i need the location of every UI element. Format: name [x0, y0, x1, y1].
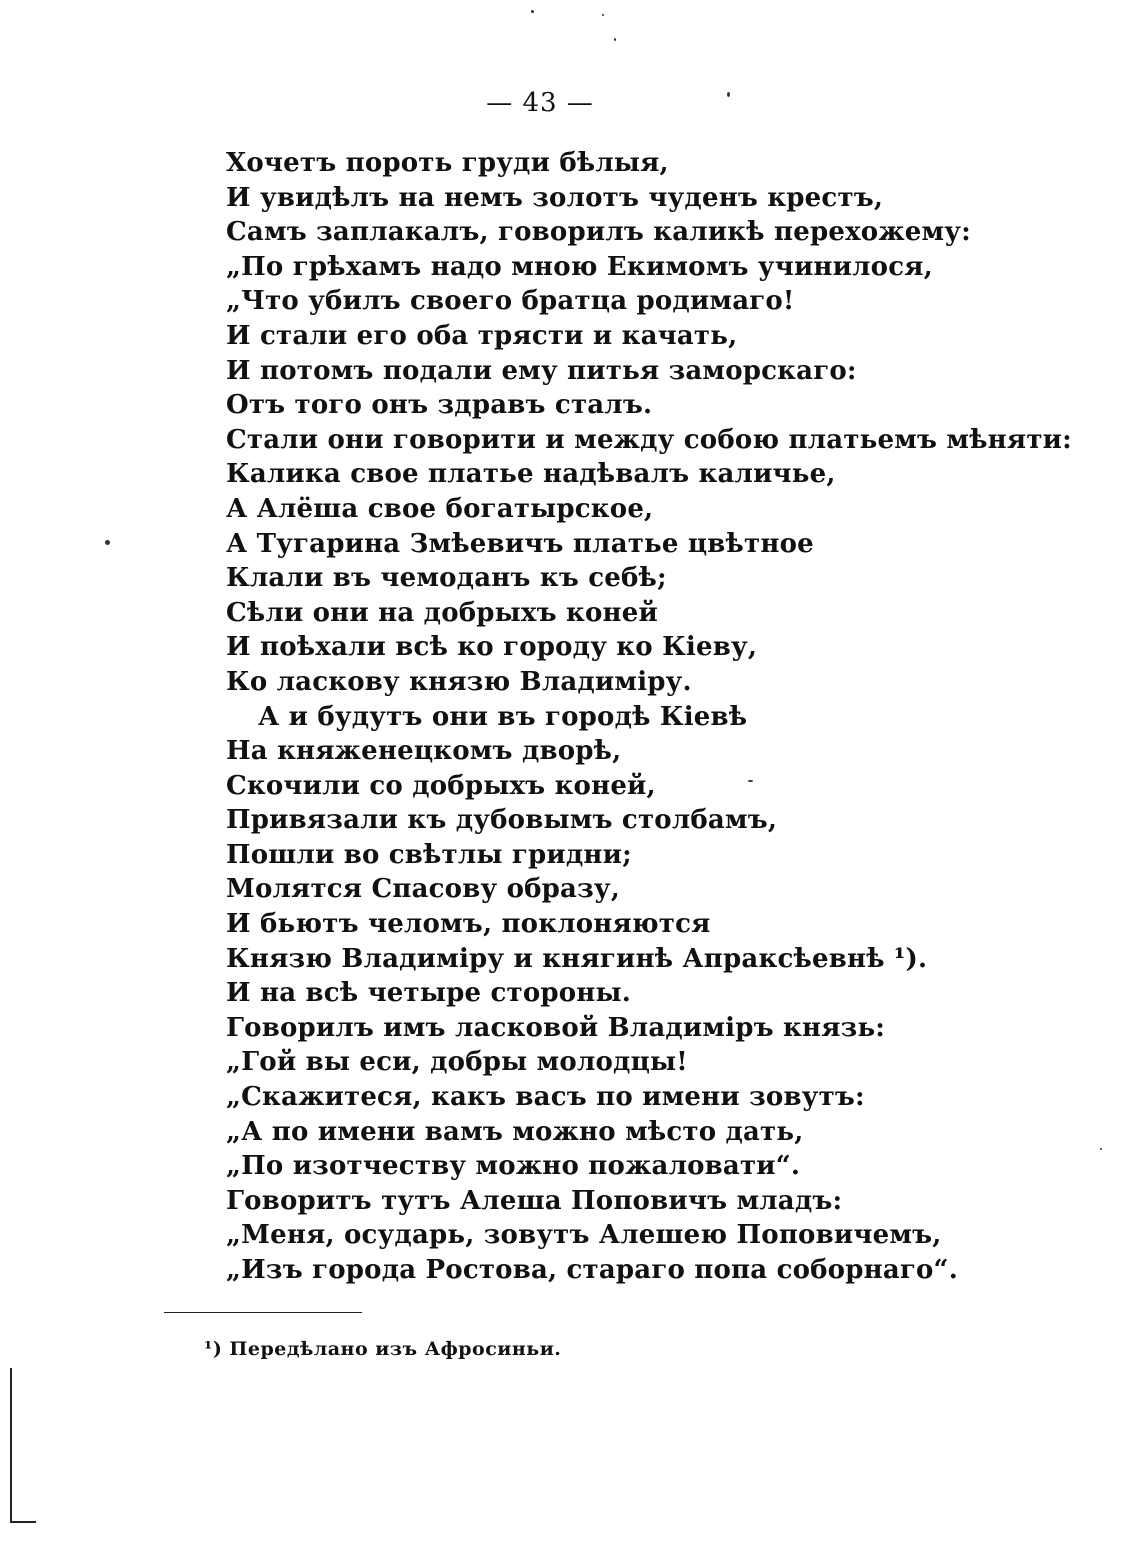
footnote: ¹) Передѣлано изъ Афросиньи.	[204, 1338, 562, 1360]
verse-line: Князю Владиміру и княгинѣ Апраксѣевнѣ ¹).	[226, 943, 928, 974]
verse-line: И увидѣлъ на немъ золотъ чуденъ крестъ,	[226, 182, 884, 213]
verse-block	[226, 146, 1072, 1288]
verse-line: Клали въ чемоданъ къ себѣ;	[226, 563, 667, 594]
verse-line: На княженецкомъ дворѣ,	[226, 736, 622, 767]
scan-speck	[531, 10, 534, 13]
verse-line: Говоритъ тутъ Алеша Поповичъ младъ:	[226, 1185, 843, 1216]
verse-line: Скочили со добрыхъ коней,	[226, 770, 656, 801]
scan-speck	[727, 92, 730, 97]
verse-line: Говорилъ имъ ласковой Владиміръ князь:	[226, 1012, 886, 1043]
page-number: — 43 —	[486, 88, 594, 118]
verse-line: Пошли во свѣтлы гридни;	[226, 839, 632, 870]
verse-line: И поѣхали всѣ ко городу ко Кіеву,	[226, 632, 758, 663]
verse-line: „Скажитеся, какъ васъ по имени зовутъ:	[226, 1082, 865, 1113]
scan-speck	[105, 540, 110, 545]
verse-line: „Меня, осударь, зовутъ Алешею Поповичемъ,	[226, 1220, 942, 1251]
scan-speck	[748, 780, 753, 782]
scan-margin-mark	[10, 1368, 12, 1523]
verse-line: „А по имени вамъ можно мѣсто дать,	[226, 1116, 804, 1147]
verse-line: „Изъ города Ростова, стараго попа соборнаго“.	[226, 1255, 958, 1285]
verse-line: И потомъ подали ему питья заморскаго:	[226, 355, 857, 386]
verse-line: А Алёша свое богатырское,	[226, 493, 654, 524]
scan-speck	[614, 38, 616, 41]
verse-line: Самъ заплакалъ, говорилъ каликѣ перехожему:	[226, 217, 971, 248]
footnote-divider	[164, 1312, 362, 1313]
verse-line: „Гой вы еси, добры молодцы!	[226, 1047, 688, 1078]
scan-speck	[1100, 1148, 1102, 1150]
verse-line: Калика свое платье надѣвалъ каличье,	[226, 459, 836, 490]
verse-line: А Тугарина Змѣевичъ платье цвѣтное	[226, 528, 814, 559]
scan-speck	[602, 14, 604, 16]
verse-line: Привязали къ дубовымъ столбамъ,	[226, 805, 778, 836]
verse-line: Стали они говорити и между собою платьемъ мѣняти:	[226, 424, 1072, 455]
verse-line: „Что убилъ своего братца родимаго!	[226, 286, 795, 317]
verse-line: Молятся Спасову образу,	[226, 874, 620, 905]
verse-line: „По грѣхамъ надо мною Екимомъ учинилося,	[226, 251, 933, 282]
verse-line: Ко ласкову князю Владиміру.	[226, 666, 692, 697]
scan-margin-mark-foot	[10, 1521, 36, 1523]
verse-line: „По изотчеству можно пожаловати“.	[226, 1151, 801, 1182]
verse-line: А и будутъ они въ городѣ Кіевѣ	[258, 701, 748, 732]
verse-line: И на всѣ четыре стороны.	[226, 978, 632, 1009]
verse-line: И бьютъ челомъ, поклоняются	[226, 909, 711, 940]
verse-line: Сѣли они на добрыхъ коней	[226, 597, 659, 628]
verse-line: И стали его оба трясти и качать,	[226, 320, 738, 351]
verse-line: Хочетъ пороть груди бѣлыя,	[226, 148, 669, 178]
verse-line: Отъ того онъ здравъ сталъ.	[226, 390, 653, 421]
